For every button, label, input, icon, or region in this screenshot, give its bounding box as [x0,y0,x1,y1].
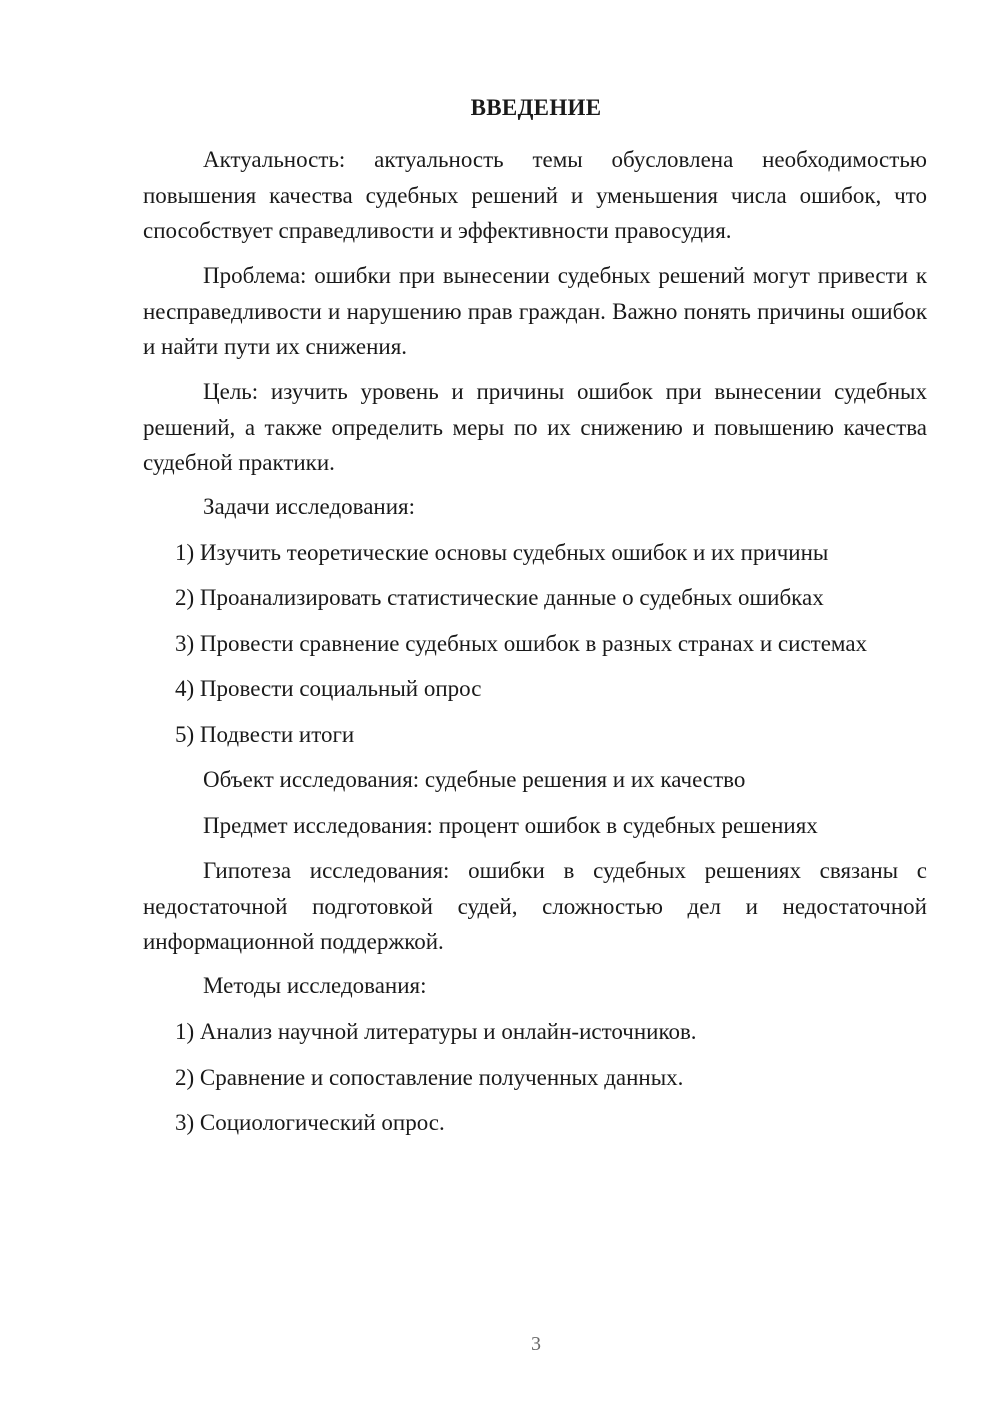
task-item: 2) Проанализировать статистические данные о судебных ошибках [175,585,824,610]
paragraph-hypothesis: Гипотеза исследования: ошибки в судебных решениях связаны с недостаточной подготовкой судей, сложностью дел и недостаточной информационной поддержкой. [143,858,927,954]
method-item: 2) Сравнение и сопоставление полученных данных. [175,1065,684,1090]
paragraph-problem: Проблема: ошибки при вынесении судебных решений могут привести к несправедливости и нарушению прав граждан. Важно понять причины ошибок и найти пути их снижения. [143,263,927,359]
tasks-heading: Задачи исследования: [203,494,416,519]
task-item: 4) Провести социальный опрос [175,676,482,701]
page-title: ВВЕДЕНИЕ [470,95,602,120]
page-number: 3 [531,1333,541,1355]
task-item: 3) Провести сравнение судебных ошибок в разных странах и системах [175,631,868,656]
paragraph-relevance: Актуальность: актуальность темы обусловлена необходимостью повышения качества судебных решений и уменьшения числа ошибок, что способствует справедливости и эффективности правосудия. [143,147,927,243]
paragraph-goal: Цель: изучить уровень и причины ошибок при вынесении судебных решений, а также определить меры по их снижению и повышению качества судебной практики. [143,379,927,475]
method-item: 1) Анализ научной литературы и онлайн-источников. [175,1019,697,1044]
task-item: 1) Изучить теоретические основы судебных ошибок и их причины [175,540,829,565]
research-subject: Предмет исследования: процент ошибок в судебных решениях [203,813,818,838]
research-object: Объект исследования: судебные решения и их качество [203,767,746,792]
method-item: 3) Социологический опрос. [175,1110,445,1135]
task-item: 5) Подвести итоги [175,722,355,747]
methods-heading: Методы исследования: [203,973,427,998]
